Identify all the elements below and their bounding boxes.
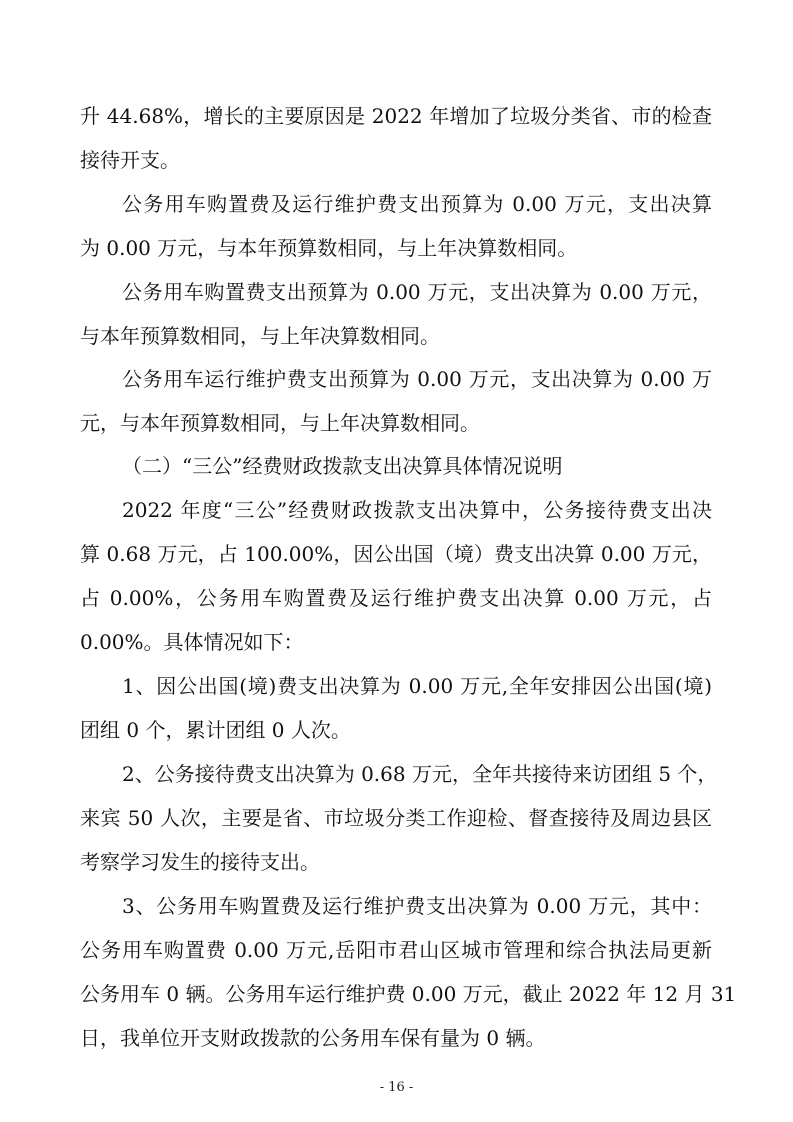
text-line: 算 0.68 万元，占 100.00%，因公出国（境）费支出决算 0.00 万元， [80, 542, 712, 566]
text-line: 0.00%。具体情况如下： [80, 630, 304, 654]
text-line: 公务用车购置费支出预算为 0.00 万元，支出决算为 0.00 万元， [122, 280, 712, 304]
text-line: 团组 0 个，累计团组 0 人次。 [80, 718, 351, 742]
text-line: 公务用车购置费及运行维护费支出预算为 0.00 万元，支出决算 [122, 192, 712, 216]
text-line: 为 0.00 万元，与本年预算数相同，与上年决算数相同。 [80, 236, 578, 260]
text-line: 接待开支。 [80, 148, 180, 172]
text-line: 1、因公出国(境)费支出决算为 0.00 万元,全年安排因公出国(境) [122, 674, 712, 698]
section-heading: （二）“三公”经费财政拨款支出决算具体情况说明 [122, 454, 563, 478]
text-line: 考察学习发生的接待支出。 [80, 850, 320, 874]
text-line: 升 44.68%，增长的主要原因是 2022 年增加了垃圾分类省、市的检查 [80, 104, 712, 128]
text-line: 日，我单位开支财政拨款的公务用车保有量为 0 辆。 [80, 1026, 546, 1050]
text-line: 2、公务接待费支出决算为 0.68 万元，全年共接待来访团组 5 个， [122, 762, 718, 786]
text-line: 3、公务用车购置费及运行维护费支出决算为 0.00 万元，其中： [122, 894, 712, 918]
text-line: 2022 年度“三公”经费财政拨款支出决算中，公务接待费支出决 [122, 498, 712, 522]
page-number: - 16 - [379, 1080, 414, 1095]
text-line: 与本年预算数相同，与上年决算数相同。 [80, 324, 440, 348]
text-line: 占 0.00%，公务用车购置费及运行维护费支出决算 0.00 万元，占 [80, 586, 712, 610]
text-line: 公务用车 0 辆。公务用车运行维护费 0.00 万元，截止 2022 年 12 月 31 [80, 982, 737, 1006]
text-line: 来宾 50 人次，主要是省、市垃圾分类工作迎检、督查接待及周边县区 [80, 806, 712, 830]
text-line: 公务用车购置费 0.00 万元,岳阳市君山区城市管理和综合执法局更新 [80, 938, 712, 962]
text-line: 公务用车运行维护费支出预算为 0.00 万元，支出决算为 0.00 万 [122, 367, 712, 391]
text-line: 元，与本年预算数相同，与上年决算数相同。 [80, 411, 480, 435]
